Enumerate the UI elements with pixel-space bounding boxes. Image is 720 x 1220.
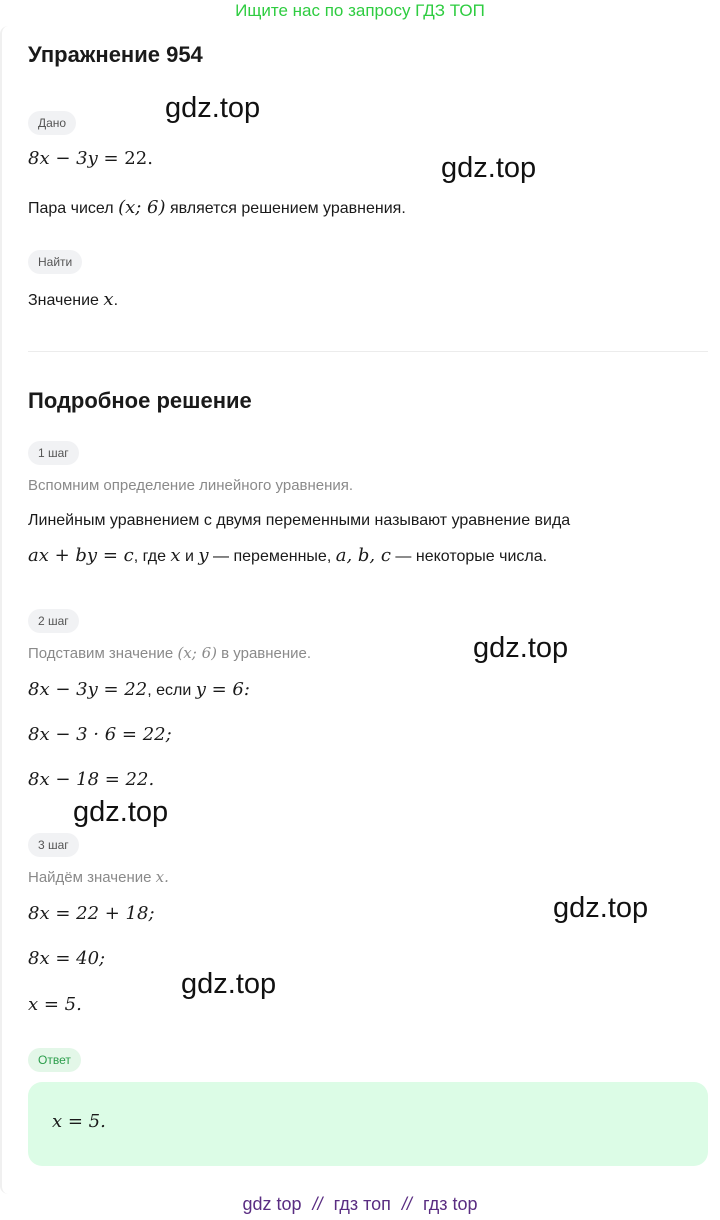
- step2-hint-pair: (x; 6): [177, 644, 217, 662]
- given-equation-rhs: 22.: [124, 148, 153, 169]
- step2-line1: [28, 679, 250, 700]
- step1-and: и: [185, 548, 194, 565]
- step2-line1-cond: y = 6:: [195, 679, 250, 700]
- section-divider: [28, 351, 708, 352]
- given-label: Дано: [28, 111, 76, 135]
- answer-box: [28, 1082, 708, 1166]
- step2-hint-suffix: в уравнение.: [221, 645, 312, 662]
- step3-hint: [28, 868, 169, 886]
- step1-abc: a, b, c: [335, 545, 391, 566]
- step3-line1: 8x = 22 + 18;: [28, 903, 155, 924]
- watermark: gdz.top: [441, 152, 537, 184]
- card-border: [0, 26, 8, 1194]
- find-var: x: [103, 289, 114, 310]
- step1-expr: ax + by = c: [28, 545, 134, 566]
- solution-title: Подробное решение: [28, 388, 252, 413]
- top-banner: Ищите нас по запросу ГДЗ ТОП: [235, 1, 485, 20]
- watermark: gdz.top: [473, 632, 569, 664]
- step2-hint-prefix: Подставим значение: [28, 645, 174, 662]
- find-prefix: Значение: [28, 292, 99, 309]
- find-line: [28, 289, 118, 310]
- step3-line3: x = 5.: [28, 994, 82, 1015]
- footer-link-gdz-top-ru[interactable]: гдз топ: [333, 1194, 391, 1214]
- step2-line1-if: , если: [147, 682, 192, 699]
- step2-hint: [28, 644, 311, 662]
- answer-value: x = 5.: [52, 1111, 106, 1132]
- given-pair-prefix: Пара чисел: [28, 200, 114, 217]
- find-label: Найти: [28, 250, 82, 274]
- footer-links: [0, 1194, 720, 1215]
- step1-label: 1 шаг: [28, 441, 79, 465]
- footer-link-gdz-top-mixed[interactable]: гдз top: [422, 1194, 478, 1214]
- find-dot: .: [113, 292, 119, 309]
- footer-separator: //: [312, 1194, 323, 1214]
- exercise-title: Упражнение 954: [28, 42, 203, 67]
- step1-tail: — некоторые числа.: [395, 548, 548, 565]
- watermark: gdz.top: [181, 968, 277, 1000]
- step1-x: x: [170, 545, 181, 566]
- step1-line1: Линейным уравнением с двумя переменными называют уравнение вида: [28, 512, 571, 529]
- step3-line2: 8x = 40;: [28, 948, 106, 969]
- step3-hint-var: x.: [155, 868, 169, 886]
- watermark: gdz.top: [73, 796, 169, 828]
- given-equation-lhs: 8x − 3y: [28, 148, 98, 169]
- step3-label: 3 шаг: [28, 833, 79, 857]
- step1-hint: Вспомним определение линейного уравнения.: [28, 477, 354, 494]
- footer-link-gdz-top[interactable]: gdz top: [242, 1194, 302, 1214]
- given-equation: 8x − 3y = 22.: [28, 148, 153, 169]
- step1-y: y: [198, 545, 209, 566]
- given-pair-suffix: является решением уравнения.: [169, 200, 406, 217]
- given-pair-line: [28, 197, 406, 218]
- step2-line3: 8x − 18 = 22.: [28, 769, 155, 790]
- step1-vars-text: — переменные,: [213, 548, 332, 565]
- step2-line1-expr: 8x − 3y = 22: [28, 679, 148, 700]
- step2-label: 2 шаг: [28, 609, 79, 633]
- watermark: gdz.top: [165, 92, 261, 124]
- answer-label: Ответ: [28, 1048, 81, 1072]
- footer-separator: //: [401, 1194, 412, 1214]
- step3-hint-prefix: Найдём значение: [28, 869, 152, 886]
- given-pair: (x; 6): [118, 197, 166, 218]
- step2-line2: 8x − 3 · 6 = 22;: [28, 724, 172, 745]
- watermark: gdz.top: [553, 892, 649, 924]
- step1-where: , где: [133, 548, 166, 565]
- step1-line2: [28, 545, 547, 566]
